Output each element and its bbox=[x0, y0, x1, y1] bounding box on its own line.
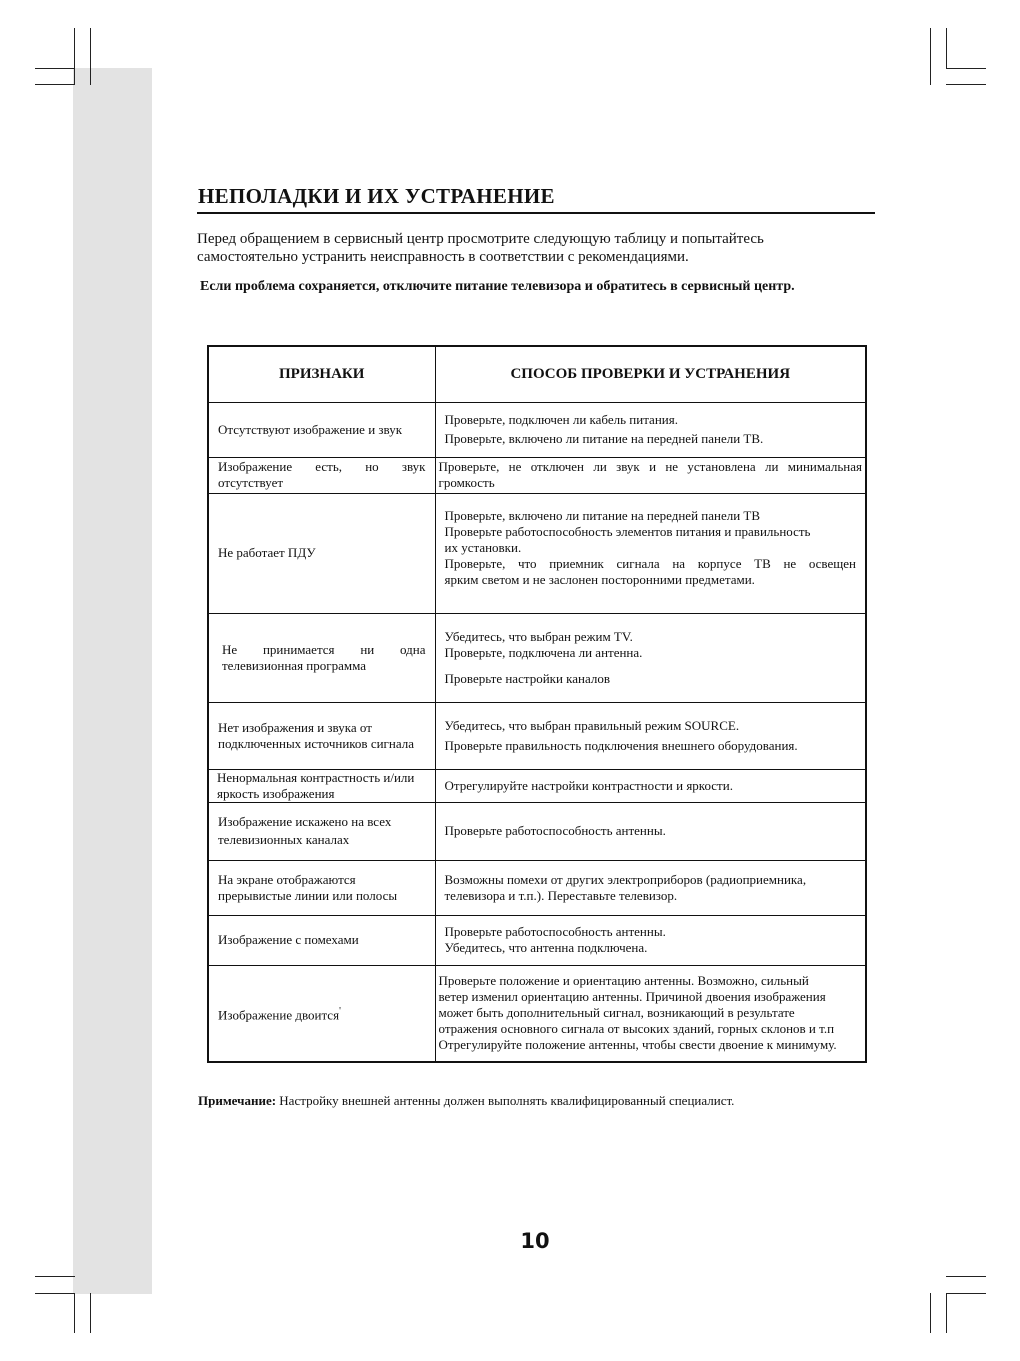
crop-mark bbox=[930, 1293, 931, 1333]
header-symptoms: ПРИЗНАКИ bbox=[208, 346, 435, 402]
symptom-cell bbox=[208, 613, 435, 702]
remedy-line: ярким светом и не заслонен посторонними предметами. bbox=[444, 571, 755, 587]
intro-paragraph bbox=[197, 230, 887, 266]
symptom-line: прерывистые линии или полосы bbox=[218, 887, 398, 903]
symptom-cell bbox=[208, 802, 435, 860]
remedy-line: Возможны помехи от других электроприборов (радиоприемника, bbox=[444, 871, 807, 887]
crop-mark bbox=[35, 1276, 75, 1277]
symptom-cell bbox=[208, 702, 435, 769]
remedy-line: Проверьте, что приемник сигнала на корпусе ТВ не освещен bbox=[444, 555, 856, 571]
remedy-line: громкость bbox=[438, 475, 495, 490]
remedy-line: Проверьте настройки каналов bbox=[444, 670, 611, 686]
symptom-line: Изображение есть, но звук bbox=[218, 459, 426, 474]
symptom-line: На экране отображаются bbox=[218, 871, 356, 887]
symptom-cell bbox=[208, 769, 435, 802]
title-underline bbox=[197, 212, 875, 214]
remedy-cell bbox=[435, 915, 866, 965]
symptom-line: Не работает ПДУ bbox=[218, 545, 316, 560]
symptom-cell bbox=[208, 915, 435, 965]
table-row bbox=[208, 493, 866, 613]
symptom-line: Изображение с помехами bbox=[218, 932, 359, 947]
remedy-cell bbox=[435, 457, 866, 493]
remedy-line: Проверьте, включено ли питание на передней панели ТВ bbox=[444, 507, 761, 523]
page-number: 10 bbox=[520, 1229, 550, 1253]
symptom-line: телевизионных каналах bbox=[218, 832, 350, 847]
remedy-line: Отрегулируйте положение антенны, чтобы свести двоение к минимуму. bbox=[438, 1037, 837, 1053]
table-row bbox=[208, 457, 866, 493]
symptom-text: Изображение двоится bbox=[218, 1006, 340, 1022]
symptom-line: Нет изображения и звука от bbox=[218, 719, 372, 735]
crop-mark bbox=[946, 68, 986, 69]
symptom-line: Не принимается ни одна bbox=[222, 641, 426, 657]
symptom-cell bbox=[208, 860, 435, 915]
crop-mark bbox=[74, 28, 75, 85]
crop-mark bbox=[35, 84, 75, 85]
footnote bbox=[198, 1093, 898, 1109]
service-warning: Если проблема сохраняется, отключите питание телевизора и обратитесь в сервисный центр. bbox=[200, 279, 795, 294]
remedy-line: Проверьте, подключена ли антенна. bbox=[444, 644, 643, 660]
remedy-line: Убедитесь, что выбран режим TV. bbox=[444, 628, 633, 644]
crop-mark bbox=[946, 28, 947, 68]
crop-mark bbox=[946, 1276, 986, 1277]
remedy-line: Проверьте, не отключен ли звук и не установлена ли минимальная bbox=[438, 459, 862, 474]
remedy-line: Проверьте работоспособность антенны. bbox=[444, 823, 666, 838]
crop-mark bbox=[930, 28, 931, 85]
page-title: НЕПОЛАДКИ И ИХ УСТРАНЕНИЕ bbox=[198, 184, 555, 208]
table-row bbox=[208, 860, 866, 915]
troubleshooting-table bbox=[207, 345, 867, 1063]
crop-mark bbox=[35, 68, 75, 69]
table-row bbox=[208, 402, 866, 457]
line-gap bbox=[445, 661, 857, 671]
remedy-cell bbox=[435, 860, 866, 915]
intro-line: Перед обращением в сервисный центр просмотрите следующую таблицу и попытайтесь bbox=[197, 231, 764, 247]
symptom-cell bbox=[208, 493, 435, 613]
crop-mark bbox=[90, 28, 91, 85]
table-row bbox=[208, 965, 866, 1062]
remedy-cell bbox=[435, 613, 866, 702]
crop-mark bbox=[74, 1293, 75, 1333]
symptom-cell bbox=[208, 457, 435, 493]
remedy-line: Отрегулируйте настройки контрастности и яркости. bbox=[444, 777, 733, 793]
symptom-line: Ненормальная контрастность и/или bbox=[217, 769, 415, 785]
intro-line: самостоятельно устранить неисправность в соответствии с рекомендациями. bbox=[197, 249, 689, 265]
symptom-cell bbox=[208, 402, 435, 457]
remedy-cell bbox=[435, 802, 866, 860]
table-row bbox=[208, 915, 866, 965]
remedy-cell bbox=[435, 493, 866, 613]
crop-mark bbox=[90, 1293, 91, 1333]
remedy-cell bbox=[435, 702, 866, 769]
note-text: Настройку внешней антенны должен выполнять квалифицированный специалист. bbox=[276, 1093, 735, 1108]
symptom-cell bbox=[208, 965, 435, 1062]
remedy-line: Проверьте положение и ориентацию антенны. Возможно, сильный bbox=[438, 973, 809, 989]
symptom-line: телевизионная программа bbox=[222, 657, 367, 673]
symptom-line: яркость изображения bbox=[217, 785, 335, 801]
table-row bbox=[208, 802, 866, 860]
remedy-line: Проверьте, подключен ли кабель питания. bbox=[444, 412, 678, 427]
crop-mark bbox=[946, 1293, 986, 1294]
remedy-line: может быть дополнительный сигнал, возникающий в результате bbox=[438, 1005, 795, 1021]
header-remedy: СПОСОБ ПРОВЕРКИ И УСТРАНЕНИЯ bbox=[435, 346, 866, 402]
note-label: Примечание: bbox=[198, 1093, 277, 1108]
remedy-line: отражения основного сигнала от высоких зданий, горных склонов и т.п bbox=[438, 1021, 835, 1037]
remedy-line: телевизора и т.п.). Переставьте телевизор. bbox=[444, 887, 678, 903]
remedy-line: их установки. bbox=[444, 539, 522, 555]
side-margin-band bbox=[73, 68, 152, 1294]
crop-mark bbox=[35, 1293, 75, 1294]
symptom-line bbox=[218, 1004, 426, 1023]
symptom-line: отсутствует bbox=[218, 475, 284, 490]
remedy-line: Проверьте правильность подключения внешнего оборудования. bbox=[444, 737, 798, 753]
crop-mark bbox=[946, 84, 986, 85]
remedy-line: Проверьте, включено ли питание на передней панели ТВ. bbox=[444, 431, 764, 446]
remedy-line: Убедитесь, что выбран правильный режим SOURCE. bbox=[444, 717, 740, 733]
symptom-line: подключенных источников сигнала bbox=[218, 735, 414, 751]
remedy-cell bbox=[435, 402, 866, 457]
table-header-row bbox=[208, 346, 866, 402]
symptom-line: Отсутствуют изображение и звук bbox=[218, 421, 403, 437]
footnote-tick: ' bbox=[339, 1005, 341, 1017]
remedy-line: Проверьте работоспособность элементов питания и правильность bbox=[444, 523, 811, 539]
remedy-cell bbox=[435, 965, 866, 1062]
symptom-line: Изображение искажено на всех bbox=[218, 814, 392, 829]
remedy-line: ветер изменил ориентацию антенны. Причиной двоения изображения bbox=[438, 989, 826, 1005]
table-row bbox=[208, 769, 866, 802]
crop-mark bbox=[946, 1293, 947, 1333]
table-row bbox=[208, 702, 866, 769]
remedy-line: Проверьте работоспособность антенны. bbox=[444, 924, 666, 939]
table-row bbox=[208, 613, 866, 702]
remedy-line: Убедитесь, что антенна подключена. bbox=[444, 940, 648, 955]
remedy-cell bbox=[435, 769, 866, 802]
